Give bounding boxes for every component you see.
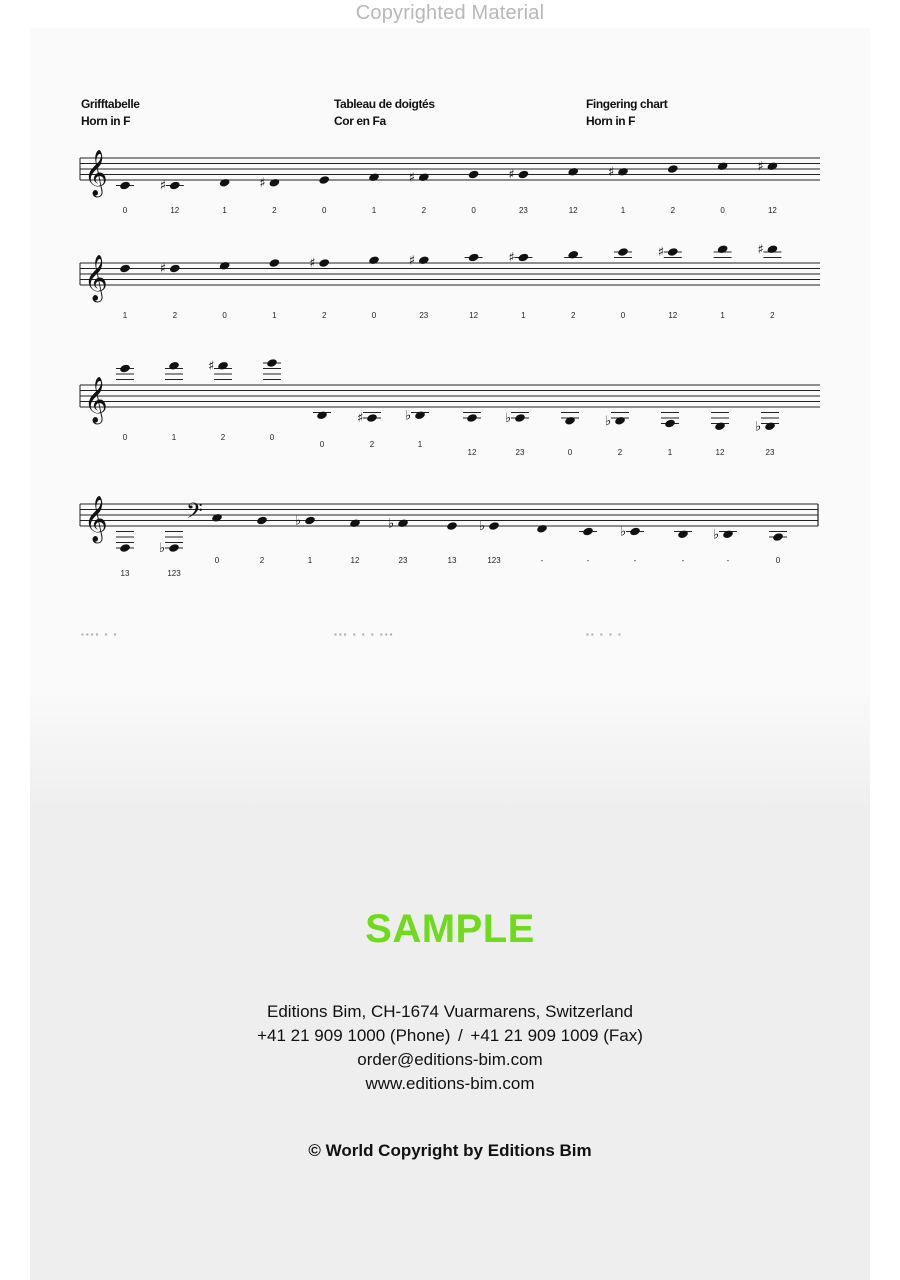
notehead [168, 543, 180, 553]
fingering-label: 0 [122, 433, 128, 442]
sharp-accidental: ♯ [208, 358, 215, 374]
sharp-accidental: ♯ [357, 411, 364, 426]
fingering-label: 2 [220, 433, 226, 442]
fingering-label: 23 [518, 206, 528, 215]
fingering-label: 123 [167, 569, 181, 578]
notehead [677, 529, 689, 539]
fingering-label: 0 [471, 206, 476, 215]
notehead [217, 361, 229, 371]
flat-accidental: ♭ [295, 513, 302, 529]
fingering-label: 0 [567, 448, 573, 457]
notehead [614, 416, 626, 426]
fingering-label: 0 [214, 556, 220, 565]
heading-french-title: Tableau de doigtés [334, 97, 435, 111]
fingering-label: 1 [307, 556, 313, 565]
sample-title: SAMPLE [365, 907, 535, 951]
fingering-label: 12 [467, 448, 477, 457]
notehead [767, 244, 779, 254]
notehead [567, 250, 579, 260]
treble-clef: 𝄞 [84, 496, 108, 542]
notehead [518, 253, 530, 263]
fingering-label: 2 [421, 206, 427, 215]
fingering-label: 1 [371, 206, 377, 215]
contact-block [0, 1000, 900, 1096]
fingering-label: 1 [417, 440, 423, 449]
sharp-accidental: ♯ [408, 253, 416, 269]
phone-number: +41 21 909 1000 (Phone) [257, 1026, 451, 1045]
fingering-label: 23 [515, 448, 525, 457]
fingering-label: - [681, 556, 685, 565]
fingering-label: 1 [620, 206, 626, 215]
fingering-label: 2 [259, 556, 265, 565]
notehead [304, 516, 316, 526]
fingering-label: - [633, 556, 637, 565]
notehead [536, 524, 548, 534]
sharp-accidental: ♯ [657, 245, 665, 260]
notehead [318, 175, 330, 185]
notehead [256, 516, 268, 526]
flat-accidental: ♭ [388, 516, 395, 532]
notehead [368, 255, 380, 265]
fingering-label: 0 [319, 440, 325, 449]
fax-number: +41 21 909 1009 (Fax) [470, 1026, 643, 1045]
fingering-label: 2 [670, 206, 676, 215]
sharp-accidental: ♯ [757, 159, 764, 175]
flat-accidental: ♭ [159, 541, 166, 556]
fingering-label: 2 [272, 206, 277, 215]
treble-clef: 𝄞 [84, 377, 108, 423]
fingering-label: 13 [120, 569, 130, 578]
notehead [567, 167, 579, 177]
fingering-label: 2 [617, 448, 623, 457]
fingering-label: 2 [369, 440, 375, 449]
flat-accidental: ♭ [479, 519, 486, 534]
notehead [664, 419, 676, 429]
fingering-label: 0 [222, 311, 227, 320]
fingering-label: 2 [172, 311, 178, 320]
notehead [418, 255, 430, 265]
fingering-label: 2 [321, 311, 327, 320]
notehead [119, 264, 131, 274]
notehead [772, 532, 784, 542]
fingering-label: 1 [667, 448, 673, 457]
fingering-label: 123 [487, 556, 501, 565]
notehead [767, 161, 779, 171]
sharp-accidental: ♯ [608, 164, 615, 180]
notehead [468, 170, 480, 180]
copyright-notice: © World Copyright by Editions Bim [308, 1141, 592, 1160]
fingering-label: 12 [170, 206, 180, 215]
heading-english-title: Fingering chart [586, 97, 668, 111]
notehead [219, 261, 231, 271]
fingering-label: 1 [171, 433, 177, 442]
sharp-accidental: ♯ [309, 256, 316, 271]
website-link[interactable]: www.editions-bim.com [365, 1074, 535, 1093]
notehead [717, 161, 729, 171]
notehead [269, 258, 281, 268]
fingering-label: 1 [521, 311, 526, 320]
sharp-accidental: ♯ [508, 167, 515, 183]
fingering-label: 0 [321, 206, 327, 215]
fingering-label: 23 [765, 448, 775, 457]
flat-accidental: ♭ [755, 419, 762, 435]
sharp-accidental: ♯ [757, 242, 764, 258]
notehead [466, 413, 478, 423]
notehead [667, 247, 679, 257]
notehead [617, 167, 629, 177]
fingering-label: - [586, 556, 590, 565]
notehead [119, 181, 131, 191]
fingering-label: 1 [222, 206, 227, 215]
fingering-label: 12 [568, 206, 578, 215]
notehead [667, 164, 679, 174]
faded-heading-french: ▪▪▪ ▪ ▪ ▪ ▪▪▪ [334, 630, 395, 639]
notehead [169, 181, 181, 191]
notehead [169, 264, 181, 274]
faded-heading-german: ▪▪▪▪ ▪ ▪ [81, 630, 119, 639]
notehead [722, 529, 734, 539]
notehead [717, 244, 729, 254]
page-fade [30, 690, 870, 805]
notehead [316, 410, 328, 420]
notehead [518, 170, 530, 180]
phone-fax-line [0, 1024, 900, 1048]
notehead [168, 361, 180, 371]
fingering-label: 12 [350, 556, 360, 565]
sharp-accidental: ♯ [259, 175, 266, 191]
sharp-accidental: ♯ [408, 170, 416, 186]
fingering-label: 12 [767, 206, 777, 215]
phone-fax-separator: / [458, 1026, 463, 1045]
faded-heading-english: ▪▪ ▪ ▪ ▪ [586, 630, 623, 639]
fingering-label: 0 [775, 556, 781, 565]
fingering-label: 0 [620, 311, 626, 320]
notehead [582, 527, 594, 537]
fingering-label: 13 [447, 556, 457, 565]
fingering-label: 1 [122, 311, 128, 320]
fingering-label: 2 [570, 311, 576, 320]
flat-accidental: ♭ [605, 413, 612, 429]
publisher-address: Editions Bim, CH-1674 Vuarmarens, Switzerland [267, 1002, 633, 1021]
flat-accidental: ♭ [620, 524, 627, 540]
notehead [714, 421, 726, 431]
email-link[interactable]: order@editions-bim.com [357, 1050, 543, 1069]
notehead [514, 413, 526, 423]
treble-clef: 𝄞 [84, 150, 108, 196]
heading-german-instrument: Horn in F [81, 114, 131, 128]
fingering-label: - [726, 556, 730, 565]
treble-clef: 𝄞 [84, 255, 108, 301]
notehead [488, 521, 500, 531]
notehead [269, 178, 281, 188]
notehead [564, 416, 576, 426]
fingering-label: 0 [122, 206, 128, 215]
notehead [617, 247, 629, 257]
notehead [414, 410, 426, 420]
notehead [468, 253, 480, 263]
notehead [349, 518, 361, 528]
fingering-label: 12 [668, 311, 678, 320]
fingering-label: 0 [269, 433, 275, 442]
sharp-accidental: ♯ [159, 178, 167, 194]
flat-accidental: ♭ [713, 527, 720, 543]
fingering-label: 23 [398, 556, 408, 565]
fingering-label: 12 [469, 311, 479, 320]
fingering-label: 0 [720, 206, 725, 215]
notehead [629, 527, 641, 537]
notehead [119, 364, 131, 374]
notehead [219, 178, 231, 188]
flat-accidental: ♭ [405, 408, 412, 424]
sharp-accidental: ♯ [508, 250, 515, 266]
notehead [366, 413, 378, 423]
fingering-label: 1 [272, 311, 277, 320]
bass-clef: 𝄢 [186, 499, 203, 529]
copyright-watermark: Copyrighted Material [355, 2, 545, 24]
notehead [211, 513, 223, 523]
fingering-label: 2 [770, 311, 775, 320]
notehead [318, 258, 330, 268]
fingering-label: - [540, 556, 544, 565]
flat-accidental: ♭ [505, 411, 512, 426]
notehead [266, 358, 278, 368]
sharp-accidental: ♯ [159, 261, 167, 277]
notehead [119, 543, 131, 553]
fingering-label: 12 [715, 448, 725, 457]
notehead [446, 521, 458, 531]
notehead [418, 172, 430, 182]
fingering-label: 1 [720, 311, 725, 320]
notehead [368, 172, 380, 182]
fingering-label: 0 [371, 311, 377, 320]
heading-french-instrument: Cor en Fa [334, 114, 386, 128]
heading-german-title: Grifftabelle [81, 97, 140, 111]
notehead [397, 518, 409, 528]
notehead [764, 421, 776, 431]
fingering-label: 23 [419, 311, 429, 320]
heading-english-instrument: Horn in F [586, 114, 636, 128]
